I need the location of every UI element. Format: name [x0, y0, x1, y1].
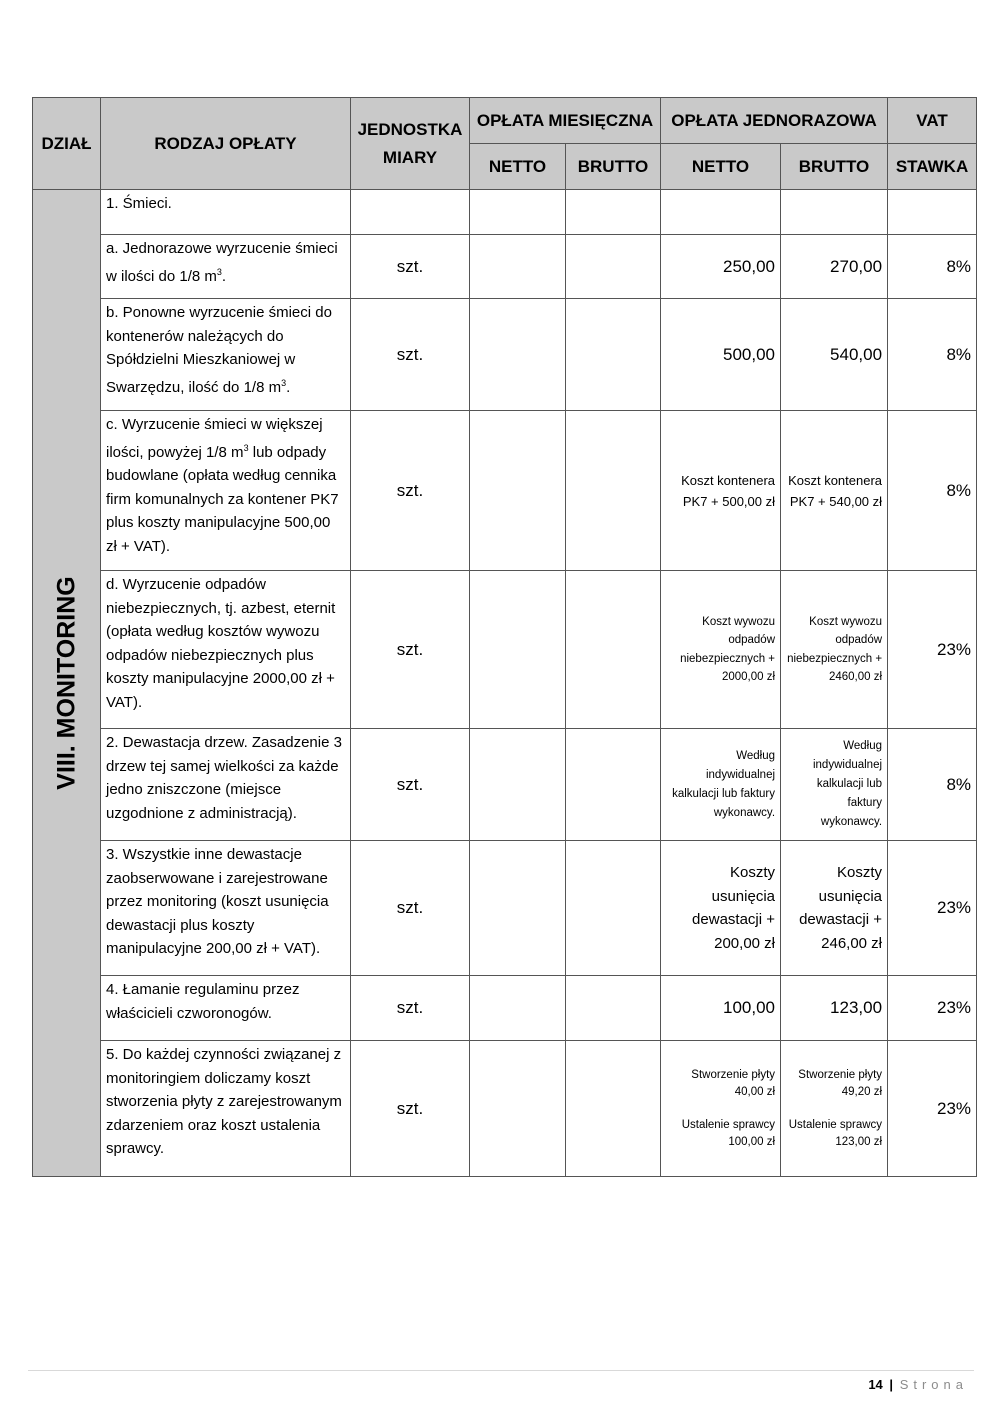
- row-vat-rate: 23%: [888, 841, 977, 976]
- row-unit: szt.: [351, 299, 470, 411]
- desc-text: a. Jednorazowe wyrzucenie śmieci w ilości do 1/8 m: [106, 240, 338, 285]
- row-vat-rate: 23%: [888, 571, 977, 729]
- section-title: VIII. MONITORING: [52, 576, 80, 790]
- row-onetime-brutto: Koszty usunięcia dewastacji + 246,00 zł: [781, 841, 888, 976]
- row-description: 4. Łamanie regulaminu przez właścicieli czworonogów.: [101, 976, 351, 1041]
- row-monthly-netto: [470, 841, 566, 976]
- netto-disc-creation: Stworzenie płyty 40,00 zł: [691, 1068, 776, 1098]
- page-word: Strona: [899, 1377, 968, 1392]
- table-row: [33, 841, 977, 976]
- desc-text-end: lub odpady budowlane (opłata według cennika firm komunalnych za kontener PK7 plus koszty manipulacyjne 500,00 zł + VAT).: [106, 443, 339, 555]
- row-monthly-brutto: [566, 571, 661, 729]
- row-onetime-netto: Koszt kontenera PK7 + 500,00 zł: [661, 411, 781, 571]
- row-onetime-brutto: Według indywidualnej kalkulacji lub faktury wykonawcy.: [781, 729, 888, 841]
- row-monthly-brutto: [566, 411, 661, 571]
- row-unit: [351, 190, 470, 235]
- section-cell: [33, 190, 101, 1177]
- row-description: [101, 299, 351, 411]
- header-onetime-netto: NETTO: [661, 144, 781, 190]
- header-monthly-brutto: BRUTTO: [566, 144, 661, 190]
- row-vat-rate: 8%: [888, 235, 977, 299]
- row-monthly-netto: [470, 571, 566, 729]
- row-onetime-netto: 250,00: [661, 235, 781, 299]
- row-monthly-brutto: [566, 190, 661, 235]
- table-row: [33, 411, 977, 571]
- table-row: [33, 1041, 977, 1177]
- footer-divider: [28, 1370, 974, 1371]
- row-unit: szt.: [351, 571, 470, 729]
- header-vat: VAT: [888, 98, 977, 144]
- header-rodzaj-oplaty: RODZAJ OPŁATY: [101, 98, 351, 190]
- row-description: [101, 235, 351, 299]
- header-jednostka-miary: JEDNOSTKA MIARY: [351, 98, 470, 190]
- row-description: [101, 411, 351, 571]
- table-row: [33, 571, 977, 729]
- brutto-perpetrator-identification: Ustalenie sprawcy 123,00 zł: [788, 1118, 883, 1148]
- row-monthly-netto: [470, 729, 566, 841]
- row-monthly-netto: [470, 235, 566, 299]
- row-unit: szt.: [351, 729, 470, 841]
- row-unit: szt.: [351, 841, 470, 976]
- row-vat-rate: 8%: [888, 411, 977, 571]
- desc-text-end: .: [286, 378, 291, 396]
- row-onetime-netto: Koszty usunięcia dewastacji + 200,00 zł: [661, 841, 781, 976]
- row-onetime-brutto: Koszt kontenera PK7 + 540,00 zł: [781, 411, 888, 571]
- superscript: 3: [216, 266, 222, 277]
- row-vat-rate: 8%: [888, 729, 977, 841]
- header-monthly-netto: NETTO: [470, 144, 566, 190]
- page-separator: |: [889, 1377, 894, 1392]
- row-onetime-netto: [661, 190, 781, 235]
- row-onetime-netto: [661, 1041, 781, 1177]
- row-unit: szt.: [351, 411, 470, 571]
- superscript: 3: [243, 442, 249, 453]
- header-dzial: DZIAŁ: [33, 98, 101, 190]
- table-row: [33, 976, 977, 1041]
- row-monthly-netto: [470, 1041, 566, 1177]
- table-row: [33, 729, 977, 841]
- row-onetime-brutto: [781, 1041, 888, 1177]
- fee-table: [32, 97, 977, 1177]
- header-oplata-miesieczna: OPŁATA MIESIĘCZNA: [470, 98, 661, 144]
- table-row: [33, 299, 977, 411]
- row-onetime-brutto: Koszt wywozu odpadów niebezpiecznych + 2460,00 zł: [781, 571, 888, 729]
- brutto-disc-creation: Stworzenie płyty 49,20 zł: [798, 1068, 883, 1098]
- row-onetime-brutto: 270,00: [781, 235, 888, 299]
- row-monthly-netto: [470, 411, 566, 571]
- desc-text-end: .: [221, 267, 227, 285]
- row-description: 5. Do każdej czynności związanej z monitoringiem doliczamy koszt stworzenia płyty z zarejestrowanym zdarzeniem oraz koszt ustalenia sprawcy.: [101, 1041, 351, 1177]
- desc-text: c. Wyrzucenie śmieci w większej ilości, powyżej 1/8 m: [106, 416, 323, 461]
- header-vat-stawka: STAWKA: [888, 144, 977, 190]
- row-description: 2. Dewastacja drzew. Zasadzenie 3 drzew tej samej wielkości za każde jedno zniszczone (miejsce uzgodnione z administracją).: [101, 729, 351, 841]
- row-description: 1. Śmieci.: [101, 190, 351, 235]
- row-description: 3. Wszystkie inne dewastacje zaobserwowane i zarejestrowane przez monitoring (koszt usunięcia dewastacji plus koszty manipulacyjne 200,00 zł + VAT).: [101, 841, 351, 976]
- row-onetime-netto: 500,00: [661, 299, 781, 411]
- row-onetime-brutto: 540,00: [781, 299, 888, 411]
- row-monthly-brutto: [566, 235, 661, 299]
- page-footer: [868, 1377, 968, 1392]
- row-monthly-brutto: [566, 976, 661, 1041]
- row-description: d. Wyrzucenie odpadów niebezpiecznych, tj. azbest, eternit (opłata według kosztów wywozu odpadów niebezpiecznych plus koszty manipulacyjne 2000,00 zł + VAT).: [101, 571, 351, 729]
- row-monthly-brutto: [566, 1041, 661, 1177]
- row-onetime-brutto: 123,00: [781, 976, 888, 1041]
- row-unit: szt.: [351, 976, 470, 1041]
- header-oplata-jednorazowa: OPŁATA JEDNORAZOWA: [661, 98, 888, 144]
- netto-perpetrator-identification: Ustalenie sprawcy 100,00 zł: [681, 1118, 776, 1148]
- row-monthly-brutto: [566, 299, 661, 411]
- row-monthly-netto: [470, 190, 566, 235]
- row-monthly-brutto: [566, 729, 661, 841]
- row-monthly-netto: [470, 976, 566, 1041]
- row-onetime-netto: Według indywidualnej kalkulacji lub faktury wykonawcy.: [661, 729, 781, 841]
- row-monthly-brutto: [566, 841, 661, 976]
- desc-text: b. Ponowne wyrzucenie śmieci do kontenerów należących do Spółdzielni Mieszkaniowej w Swarzędzu, ilość do 1/8 m: [106, 304, 332, 396]
- row-monthly-netto: [470, 299, 566, 411]
- table-row: [33, 190, 977, 235]
- row-unit: szt.: [351, 235, 470, 299]
- row-onetime-netto: 100,00: [661, 976, 781, 1041]
- row-vat-rate: 8%: [888, 299, 977, 411]
- row-vat-rate: [888, 190, 977, 235]
- row-vat-rate: 23%: [888, 976, 977, 1041]
- superscript: 3: [281, 377, 287, 388]
- header-onetime-brutto: BRUTTO: [781, 144, 888, 190]
- row-vat-rate: 23%: [888, 1041, 977, 1177]
- row-onetime-brutto: [781, 190, 888, 235]
- row-onetime-netto: Koszt wywozu odpadów niebezpiecznych + 2000,00 zł: [661, 571, 781, 729]
- page-number: 14: [868, 1377, 883, 1392]
- table-row: [33, 235, 977, 299]
- row-unit: szt.: [351, 1041, 470, 1177]
